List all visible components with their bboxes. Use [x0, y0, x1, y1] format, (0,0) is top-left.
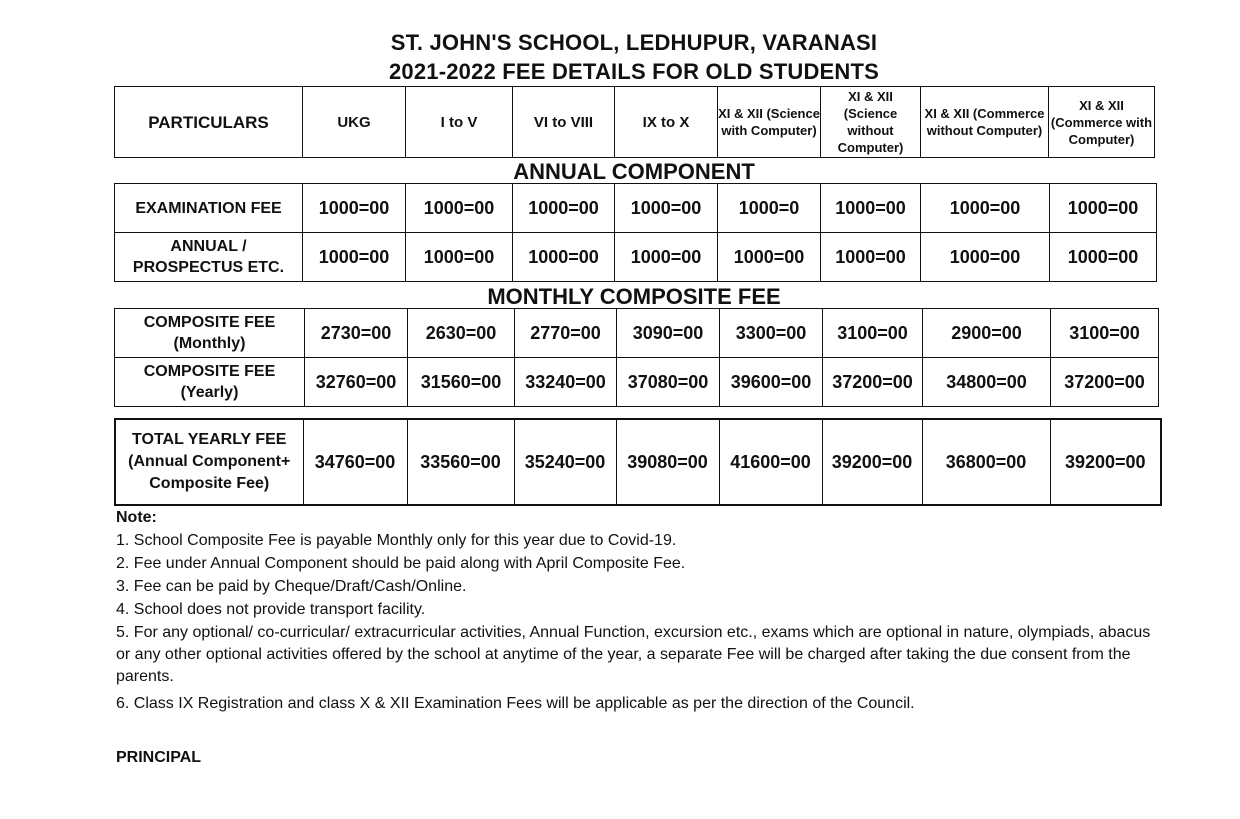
- principal-signature-label: PRINCIPAL: [116, 749, 202, 766]
- fee-cell: 1000=00: [821, 184, 921, 233]
- fee-cell: 2770=00: [515, 309, 617, 358]
- fee-cell: 1000=00: [1050, 233, 1157, 282]
- fee-cell: 1000=00: [921, 233, 1050, 282]
- fee-cell: 34800=00: [923, 358, 1051, 407]
- document-title: 2021-2022 FEE DETAILS FOR OLD STUDENTS: [388, 59, 880, 84]
- fee-cell: 1000=00: [615, 184, 718, 233]
- fee-cell: 1000=00: [921, 184, 1050, 233]
- notes-section: [116, 507, 1156, 715]
- table-row: [115, 184, 1157, 233]
- column-header-commerce-without-computer: XI & XII (Commerce without Computer): [921, 87, 1049, 158]
- fee-cell: 1000=00: [303, 233, 406, 282]
- particulars-header: PARTICULARS: [115, 87, 303, 158]
- fee-cell: 3100=00: [1051, 309, 1159, 358]
- fee-cell: 3100=00: [823, 309, 923, 358]
- note-item: 1. School Composite Fee is payable Monthly only for this year due to Covid-19.: [116, 532, 677, 549]
- column-header-ix-to-x: IX to X: [615, 87, 718, 158]
- fee-cell: 37200=00: [1051, 358, 1159, 407]
- total-cell: 35240=00: [514, 419, 616, 505]
- fee-cell: 3090=00: [617, 309, 720, 358]
- note-item: 3. Fee can be paid by Cheque/Draft/Cash/Online.: [116, 578, 467, 595]
- total-cell: 39200=00: [822, 419, 922, 505]
- notes-heading: Note:: [116, 509, 157, 526]
- fee-cell: 31560=00: [408, 358, 515, 407]
- annual-component-table: [114, 183, 1157, 282]
- column-header-vi-to-viii: VI to VIII: [513, 87, 615, 158]
- table-row: [115, 358, 1159, 407]
- fee-cell: 39600=00: [720, 358, 823, 407]
- table-row: [115, 309, 1159, 358]
- column-header-science-with-computer: XI & XII (Science with Computer): [718, 87, 821, 158]
- total-label: TOTAL YEARLY FEE (Annual Component+ Composite Fee): [115, 419, 303, 505]
- total-cell: 34760=00: [303, 419, 407, 505]
- column-header-science-without-computer: XI & XII (Science without Computer): [821, 87, 921, 158]
- row-label: EXAMINATION FEE: [115, 184, 303, 233]
- total-cell: 36800=00: [922, 419, 1050, 505]
- fee-cell: 2630=00: [408, 309, 515, 358]
- row-label: COMPOSITE FEE (Monthly): [115, 309, 305, 358]
- fee-cell: 1000=00: [1050, 184, 1157, 233]
- note-item: 5. For any optional/ co-curricular/ extracurricular activities, Annual Function, excursion etc., exams which are optional in nature, olympiads, abacus or any other optional activities offered by the school at anytime of the year, a separate Fee will be charged after taking the due consent from the parents.: [116, 624, 1151, 685]
- fee-cell: 1000=00: [821, 233, 921, 282]
- fee-cell: 1000=00: [718, 233, 821, 282]
- column-header-i-to-v: I to V: [406, 87, 513, 158]
- annual-component-heading: ANNUAL COMPONENT: [513, 159, 755, 184]
- total-cell: 39080=00: [616, 419, 719, 505]
- fee-cell: 1000=00: [406, 184, 513, 233]
- monthly-composite-heading: MONTHLY COMPOSITE FEE: [487, 284, 781, 309]
- fee-cell: 2900=00: [923, 309, 1051, 358]
- total-row: [115, 419, 1161, 505]
- fee-cell: 1000=00: [615, 233, 718, 282]
- fee-cell: 1000=00: [406, 233, 513, 282]
- fee-cell: 33240=00: [515, 358, 617, 407]
- fee-cell: 37200=00: [823, 358, 923, 407]
- note-item: 6. Class IX Registration and class X & XII Examination Fees will be applicable as per the direction of the Council.: [116, 695, 915, 712]
- fee-cell: 1000=00: [513, 233, 615, 282]
- total-cell: 33560=00: [407, 419, 514, 505]
- fee-cell: 3300=00: [720, 309, 823, 358]
- fee-cell: 1000=00: [513, 184, 615, 233]
- table-row: [115, 233, 1157, 282]
- monthly-composite-table: [114, 308, 1159, 407]
- note-item: 4. School does not provide transport facility.: [116, 601, 426, 618]
- column-header-ukg: UKG: [303, 87, 406, 158]
- fee-cell: 37080=00: [617, 358, 720, 407]
- school-name: ST. JOHN'S SCHOOL, LEDHUPUR, VARANASI: [390, 30, 878, 55]
- total-yearly-fee-table: [114, 418, 1162, 506]
- note-item: 2. Fee under Annual Component should be paid along with April Composite Fee.: [116, 555, 686, 572]
- fee-header-table: [114, 86, 1155, 158]
- fee-cell: 1000=0: [718, 184, 821, 233]
- row-label: ANNUAL / PROSPECTUS ETC.: [115, 233, 303, 282]
- fee-cell: 2730=00: [305, 309, 408, 358]
- fee-cell: 32760=00: [305, 358, 408, 407]
- total-cell: 41600=00: [719, 419, 822, 505]
- column-header-commerce-with-computer: XI & XII (Commerce with Computer): [1049, 87, 1155, 158]
- header-row: [115, 87, 1155, 158]
- fee-cell: 1000=00: [303, 184, 406, 233]
- total-cell: 39200=00: [1050, 419, 1161, 505]
- row-label: COMPOSITE FEE (Yearly): [115, 358, 305, 407]
